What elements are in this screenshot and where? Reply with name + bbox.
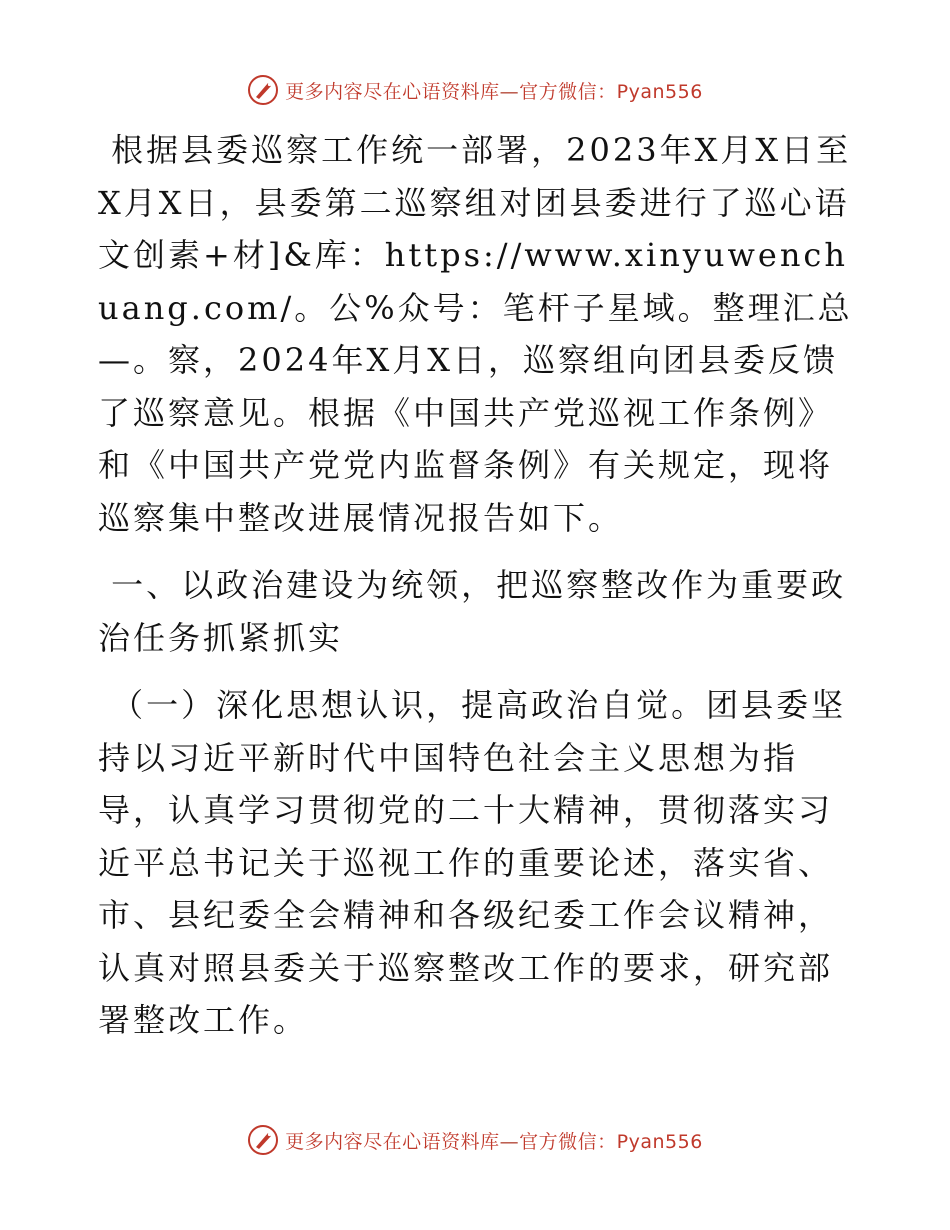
paragraph-subsection-1: （一）深化思想认识，提高政治自觉。团县委坚持以习近平新时代中国特色社会主义思想为指导，认真学习贯彻党的二十大精神，贯彻落实习近平总书记关于巡视工作的重要论述，落实省、市、县纪委全会精神和各级纪委工作会议精神，认真对照县委关于巡察整改工作的要求，研究部署整改工作。 xyxy=(98,686,847,1039)
footer-banner xyxy=(0,1120,950,1160)
header-banner-text: 更多内容尽在心语资料库—官方微信：Pyan556 xyxy=(285,80,703,103)
paragraph-intro: 根据县委巡察工作统一部署，2023年X月X日至X月X日，县委第二巡察组对团县委进行了巡心语文创素+材]&库：https://www.xinyuwenchuang.com/。公%众号：笔杆子星域。整理汇总—。察，2024年X月X日，巡察组向团县委反馈了巡察意见。根据《中国共产党巡视工作条例》和《中国共产党党内监督条例》有关规定，现将巡察集中整改进展情况报告如下。 xyxy=(98,131,853,537)
footer-banner-text: 更多内容尽在心语资料库—官方微信：Pyan556 xyxy=(285,1130,703,1153)
pen-nib-icon xyxy=(247,74,279,106)
header-banner xyxy=(0,70,950,110)
document-body xyxy=(98,124,858,1047)
pen-nib-icon xyxy=(247,1124,279,1156)
section-heading-1: 一、以政治建设为统领，把巡察整改作为重要政治任务抓紧抓实 xyxy=(98,566,847,657)
